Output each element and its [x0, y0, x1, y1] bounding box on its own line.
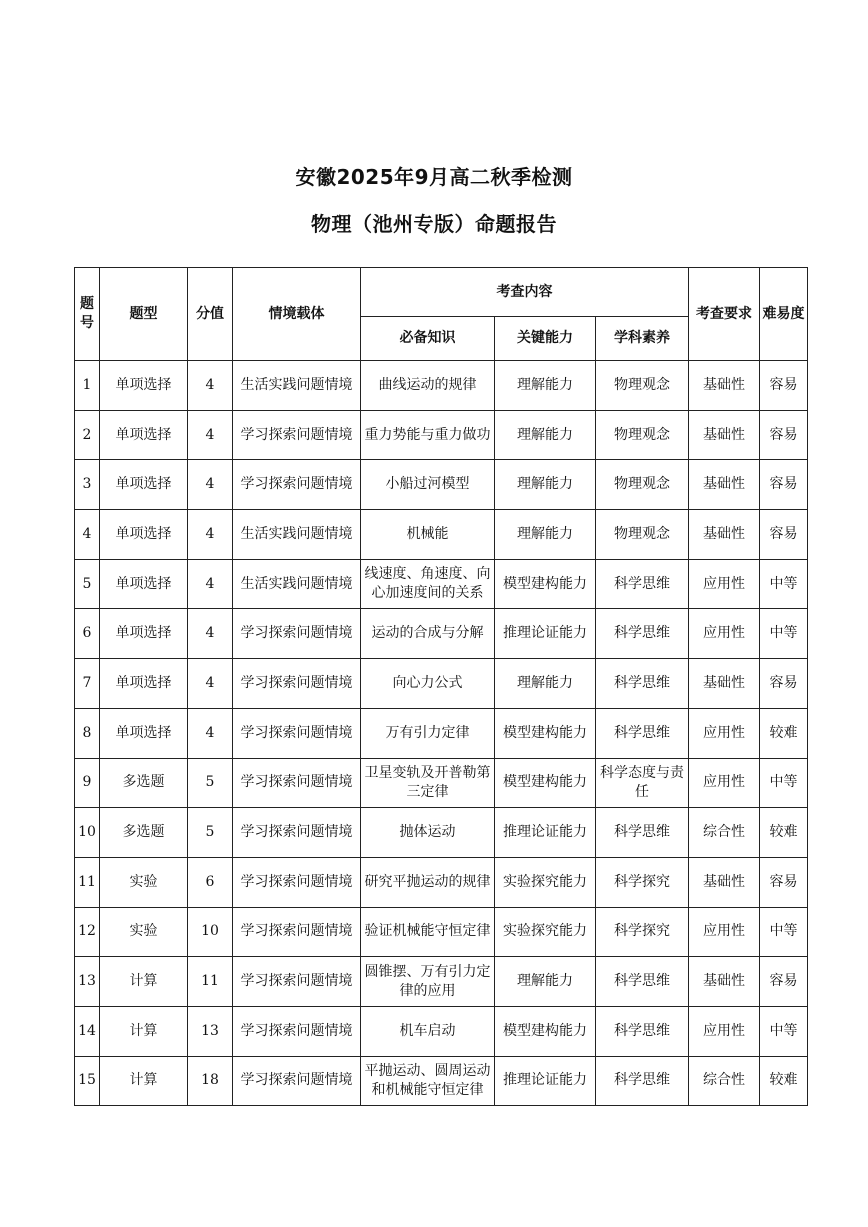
cell-type: 单项选择 — [100, 609, 188, 659]
cell-context: 学习探索问题情境 — [233, 1006, 361, 1056]
cell-context: 学习探索问题情境 — [233, 907, 361, 957]
cell-score: 6 — [188, 857, 233, 907]
cell-score: 4 — [188, 659, 233, 709]
cell-ability: 理解能力 — [495, 659, 596, 709]
table-body — [75, 361, 808, 1106]
cell-context: 学习探索问题情境 — [233, 708, 361, 758]
cell-score: 10 — [188, 907, 233, 957]
cell-difficulty: 容易 — [760, 510, 808, 560]
table-row — [75, 808, 808, 858]
cell-literacy: 科学思维 — [596, 659, 689, 709]
cell-requirement: 基础性 — [689, 410, 760, 460]
header-requirement: 考查要求 — [689, 268, 760, 361]
cell-knowledge: 卫星变轨及开普勒第三定律 — [361, 758, 495, 808]
cell-num: 12 — [75, 907, 100, 957]
cell-num: 6 — [75, 609, 100, 659]
cell-num: 2 — [75, 410, 100, 460]
cell-num: 13 — [75, 957, 100, 1007]
table-row — [75, 659, 808, 709]
cell-context: 学习探索问题情境 — [233, 758, 361, 808]
cell-type: 单项选择 — [100, 559, 188, 609]
cell-requirement: 基础性 — [689, 510, 760, 560]
cell-difficulty: 容易 — [760, 857, 808, 907]
cell-num: 8 — [75, 708, 100, 758]
cell-type: 单项选择 — [100, 410, 188, 460]
cell-difficulty: 较难 — [760, 708, 808, 758]
table-row — [75, 758, 808, 808]
cell-num: 10 — [75, 808, 100, 858]
cell-knowledge: 抛体运动 — [361, 808, 495, 858]
cell-knowledge: 线速度、角速度、向心加速度间的关系 — [361, 559, 495, 609]
cell-knowledge: 向心力公式 — [361, 659, 495, 709]
cell-requirement: 综合性 — [689, 808, 760, 858]
cell-ability: 理解能力 — [495, 410, 596, 460]
cell-knowledge: 验证机械能守恒定律 — [361, 907, 495, 957]
cell-knowledge: 曲线运动的规律 — [361, 361, 495, 411]
table-row — [75, 1006, 808, 1056]
cell-num: 3 — [75, 460, 100, 510]
cell-score: 5 — [188, 758, 233, 808]
cell-requirement: 应用性 — [689, 907, 760, 957]
cell-num: 11 — [75, 857, 100, 907]
cell-knowledge: 小船过河模型 — [361, 460, 495, 510]
cell-literacy: 科学探究 — [596, 857, 689, 907]
cell-type: 单项选择 — [100, 659, 188, 709]
cell-literacy: 科学思维 — [596, 808, 689, 858]
table-row — [75, 510, 808, 560]
cell-type: 单项选择 — [100, 708, 188, 758]
header-literacy: 学科素养 — [596, 317, 689, 361]
cell-num: 5 — [75, 559, 100, 609]
cell-ability: 理解能力 — [495, 510, 596, 560]
cell-type: 多选题 — [100, 808, 188, 858]
cell-difficulty: 容易 — [760, 957, 808, 1007]
cell-context: 学习探索问题情境 — [233, 460, 361, 510]
cell-type: 实验 — [100, 907, 188, 957]
cell-literacy: 科学探究 — [596, 907, 689, 957]
header-num: 题号 — [75, 268, 100, 361]
cell-difficulty: 较难 — [760, 808, 808, 858]
cell-requirement: 应用性 — [689, 758, 760, 808]
header-content-group: 考查内容 — [361, 268, 689, 317]
cell-type: 计算 — [100, 957, 188, 1007]
cell-ability: 理解能力 — [495, 957, 596, 1007]
cell-knowledge: 机械能 — [361, 510, 495, 560]
cell-literacy: 科学思维 — [596, 609, 689, 659]
cell-type: 实验 — [100, 857, 188, 907]
cell-context: 生活实践问题情境 — [233, 361, 361, 411]
cell-ability: 推理论证能力 — [495, 609, 596, 659]
cell-type: 计算 — [100, 1006, 188, 1056]
cell-requirement: 基础性 — [689, 659, 760, 709]
cell-score: 11 — [188, 957, 233, 1007]
table-row — [75, 1056, 808, 1106]
cell-literacy: 科学思维 — [596, 708, 689, 758]
cell-score: 13 — [188, 1006, 233, 1056]
cell-literacy: 物理观念 — [596, 361, 689, 411]
header-context: 情境载体 — [233, 268, 361, 361]
table-row — [75, 361, 808, 411]
table-row — [75, 460, 808, 510]
cell-context: 学习探索问题情境 — [233, 957, 361, 1007]
table-row — [75, 609, 808, 659]
cell-requirement: 应用性 — [689, 1006, 760, 1056]
cell-type: 多选题 — [100, 758, 188, 808]
cell-ability: 模型建构能力 — [495, 708, 596, 758]
document-subtitle: 物理（池州专版）命题报告 — [311, 212, 557, 236]
cell-requirement: 基础性 — [689, 361, 760, 411]
cell-literacy: 物理观念 — [596, 510, 689, 560]
cell-score: 4 — [188, 410, 233, 460]
cell-knowledge: 平抛运动、圆周运动和机械能守恒定律 — [361, 1056, 495, 1106]
cell-type: 单项选择 — [100, 361, 188, 411]
header-knowledge: 必备知识 — [361, 317, 495, 361]
cell-difficulty: 中等 — [760, 907, 808, 957]
cell-knowledge: 研究平抛运动的规律 — [361, 857, 495, 907]
cell-ability: 理解能力 — [495, 361, 596, 411]
cell-literacy: 科学思维 — [596, 1006, 689, 1056]
cell-ability: 模型建构能力 — [495, 758, 596, 808]
table-row — [75, 907, 808, 957]
cell-num: 4 — [75, 510, 100, 560]
table-row — [75, 410, 808, 460]
cell-difficulty: 容易 — [760, 361, 808, 411]
cell-num: 14 — [75, 1006, 100, 1056]
cell-score: 5 — [188, 808, 233, 858]
cell-requirement: 基础性 — [689, 857, 760, 907]
document-title: 安徽2025年9月高二秋季检测 — [295, 165, 573, 189]
cell-difficulty: 中等 — [760, 559, 808, 609]
cell-context: 学习探索问题情境 — [233, 857, 361, 907]
header-ability: 关键能力 — [495, 317, 596, 361]
cell-context: 学习探索问题情境 — [233, 410, 361, 460]
cell-ability: 推理论证能力 — [495, 808, 596, 858]
header-type: 题型 — [100, 268, 188, 361]
cell-num: 7 — [75, 659, 100, 709]
cell-ability: 实验探究能力 — [495, 857, 596, 907]
cell-literacy: 物理观念 — [596, 460, 689, 510]
cell-type: 计算 — [100, 1056, 188, 1106]
cell-context: 学习探索问题情境 — [233, 659, 361, 709]
cell-knowledge: 机车启动 — [361, 1006, 495, 1056]
cell-context: 学习探索问题情境 — [233, 609, 361, 659]
cell-literacy: 科学态度与责任 — [596, 758, 689, 808]
report-table — [74, 267, 808, 1106]
cell-requirement: 综合性 — [689, 1056, 760, 1106]
table-row — [75, 708, 808, 758]
cell-difficulty: 中等 — [760, 609, 808, 659]
cell-requirement: 应用性 — [689, 708, 760, 758]
cell-type: 单项选择 — [100, 510, 188, 560]
cell-literacy: 科学思维 — [596, 1056, 689, 1106]
cell-difficulty: 容易 — [760, 410, 808, 460]
cell-literacy: 物理观念 — [596, 410, 689, 460]
cell-score: 18 — [188, 1056, 233, 1106]
cell-literacy: 科学思维 — [596, 559, 689, 609]
cell-requirement: 基础性 — [689, 460, 760, 510]
cell-score: 4 — [188, 559, 233, 609]
cell-score: 4 — [188, 708, 233, 758]
cell-type: 单项选择 — [100, 460, 188, 510]
cell-ability: 模型建构能力 — [495, 559, 596, 609]
cell-difficulty: 容易 — [760, 659, 808, 709]
cell-score: 4 — [188, 510, 233, 560]
cell-num: 15 — [75, 1056, 100, 1106]
cell-score: 4 — [188, 361, 233, 411]
cell-knowledge: 圆锥摆、万有引力定律的应用 — [361, 957, 495, 1007]
cell-difficulty: 容易 — [760, 460, 808, 510]
cell-requirement: 基础性 — [689, 957, 760, 1007]
cell-knowledge: 运动的合成与分解 — [361, 609, 495, 659]
cell-difficulty: 中等 — [760, 1006, 808, 1056]
cell-ability: 理解能力 — [495, 460, 596, 510]
cell-context: 学习探索问题情境 — [233, 1056, 361, 1106]
cell-difficulty: 较难 — [760, 1056, 808, 1106]
table-row — [75, 957, 808, 1007]
table-row — [75, 559, 808, 609]
cell-ability: 模型建构能力 — [495, 1006, 596, 1056]
cell-score: 4 — [188, 609, 233, 659]
header-row — [75, 268, 808, 317]
cell-difficulty: 中等 — [760, 758, 808, 808]
cell-literacy: 科学思维 — [596, 957, 689, 1007]
cell-context: 学习探索问题情境 — [233, 808, 361, 858]
header-score: 分值 — [188, 268, 233, 361]
cell-num: 1 — [75, 361, 100, 411]
cell-requirement: 应用性 — [689, 609, 760, 659]
header-difficulty: 难易度 — [760, 268, 808, 361]
cell-score: 4 — [188, 460, 233, 510]
cell-knowledge: 重力势能与重力做功 — [361, 410, 495, 460]
cell-num: 9 — [75, 758, 100, 808]
cell-ability: 推理论证能力 — [495, 1056, 596, 1106]
cell-context: 生活实践问题情境 — [233, 510, 361, 560]
cell-context: 生活实践问题情境 — [233, 559, 361, 609]
cell-knowledge: 万有引力定律 — [361, 708, 495, 758]
cell-ability: 实验探究能力 — [495, 907, 596, 957]
table-row — [75, 857, 808, 907]
cell-requirement: 应用性 — [689, 559, 760, 609]
